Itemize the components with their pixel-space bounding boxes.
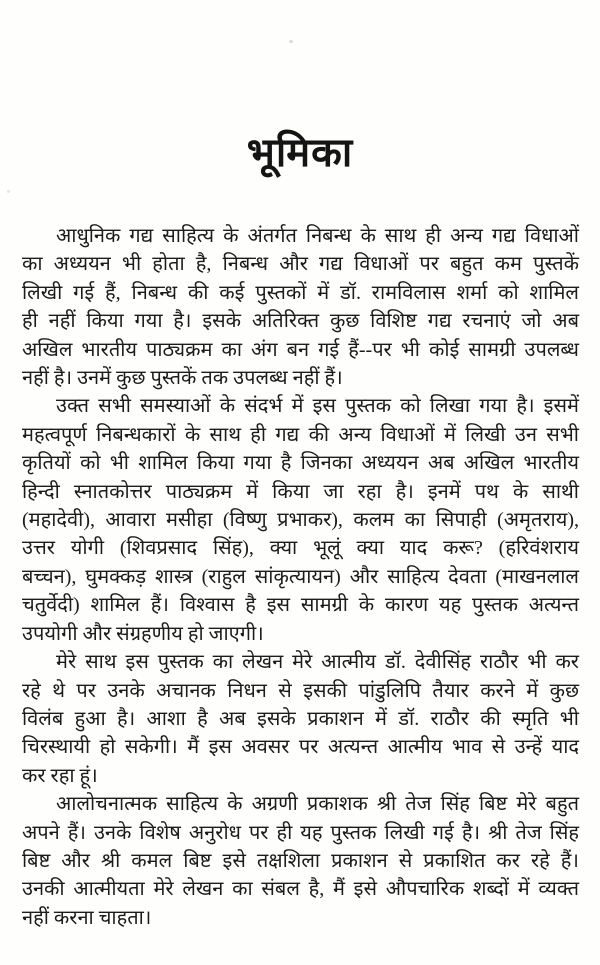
text-line: चिरस्थायी हो सकेगी। मैं इस अवसर पर अत्यन्त आत्मीय भाव से उन्हें याद xyxy=(22,736,579,759)
paragraph xyxy=(22,790,579,932)
paragraph xyxy=(22,648,579,790)
text-line: उनकी आत्मीयता मेरे लेखन का संबल है, मैं इसे औपचारिक शब्दों में व्यक्त xyxy=(22,878,579,901)
text-line: नहीं करना चाहता। xyxy=(22,906,152,929)
paragraph xyxy=(22,222,579,392)
scan-artifact xyxy=(289,40,293,43)
text-line: ही नहीं किया गया है। इसके अतिरिक्त कुछ विशिष्ट गद्य रचनाएं जो अब xyxy=(22,310,579,333)
text-line: कृतियों को भी शामिल किया गया है जिनका अध्ययन अब अखिल भारतीय xyxy=(22,452,579,475)
text-line: हिन्दी स्नातकोत्तर पाठ्यक्रम में किया जा रहा है। इनमें पथ के साथी xyxy=(22,480,579,503)
text-line: चतुर्वेदी) शामिल हैं। विश्वास है इस सामग्री के कारण यह पुस्तक अत्यन्त xyxy=(22,594,579,617)
text-line: नहीं है। उनमें कुछ पुस्तकें तक उपलब्ध नहीं हैं। xyxy=(22,367,343,390)
scan-artifact xyxy=(7,190,10,193)
text-line: अखिल भारतीय पाठ्यक्रम का अंग बन गई हैं--पर भी कोई सामग्री उपलब्ध xyxy=(22,338,579,361)
text-line: उत्तर योगी (शिवप्रसाद सिंह), क्या भूलूं क्या याद करू? (हरिवंशराय xyxy=(22,537,579,560)
paragraph xyxy=(22,392,579,648)
text-line: अपने हैं। उनके विशेष अनुरोध पर ही यह पुस्तक लिखी गई है। श्री तेज सिंह xyxy=(22,821,579,844)
text-line: आलोचनात्मक साहित्य के अग्रणी प्रकाशक श्री तेज सिंह बिष्ट मेरे बहुत xyxy=(56,793,579,816)
page-body xyxy=(22,222,579,932)
text-line: महत्वपूर्ण निबन्धकारों के साथ ही गद्य की अन्य विधाओं में लिखी उन सभी xyxy=(22,423,579,446)
text-line: बिष्ट और श्री कमल बिष्ट इसे तक्षशिला प्रकाशन से प्रकाशित कर रहे हैं। xyxy=(22,849,579,872)
text-line: आधुनिक गद्य साहित्य के अंतर्गत निबन्ध के साथ ही अन्य गद्य विधाओं xyxy=(56,225,579,247)
page-title: भूमिका xyxy=(246,129,354,175)
text-line: विलंब हुआ है। आशा है अब इसके प्रकाशन में डॉ. राठौर की स्मृति भी xyxy=(22,707,579,730)
text-line: लिखी गई हैं, निबन्ध की कई पुस्तकों में डॉ. रामविलास शर्मा को शामिल xyxy=(22,281,579,304)
text-line: कर रहा हूं। xyxy=(22,764,98,787)
text-line: उक्त सभी समस्याओं के संदर्भ में इस पुस्तक को लिखा गया है। इसमें xyxy=(56,395,579,418)
text-line: बच्चन), घुमक्कड़ शास्त्र (राहुल सांकृत्यायन) और साहित्य देवता (माखनलाल xyxy=(22,565,579,588)
text-line: रहे थे पर उनके अचानक निधन से इसकी पांडुलिपि तैयार करने में कुछ xyxy=(22,679,579,702)
text-line: का अध्ययन भी होता है, निबन्ध और गद्य विधाओं पर बहुत कम पुस्तकें xyxy=(22,253,579,276)
text-line: (महादेवी), आवारा मसीहा (विष्णु प्रभाकर), कलम का सिपाही (अमृतराय), xyxy=(22,509,579,532)
text-line: मेरे साथ इस पुस्तक का लेखन मेरे आत्मीय डॉ. देवीसिंह राठौर भी कर xyxy=(56,651,579,674)
text-line: उपयोगी और संग्रहणीय हो जाएगी। xyxy=(22,622,264,645)
